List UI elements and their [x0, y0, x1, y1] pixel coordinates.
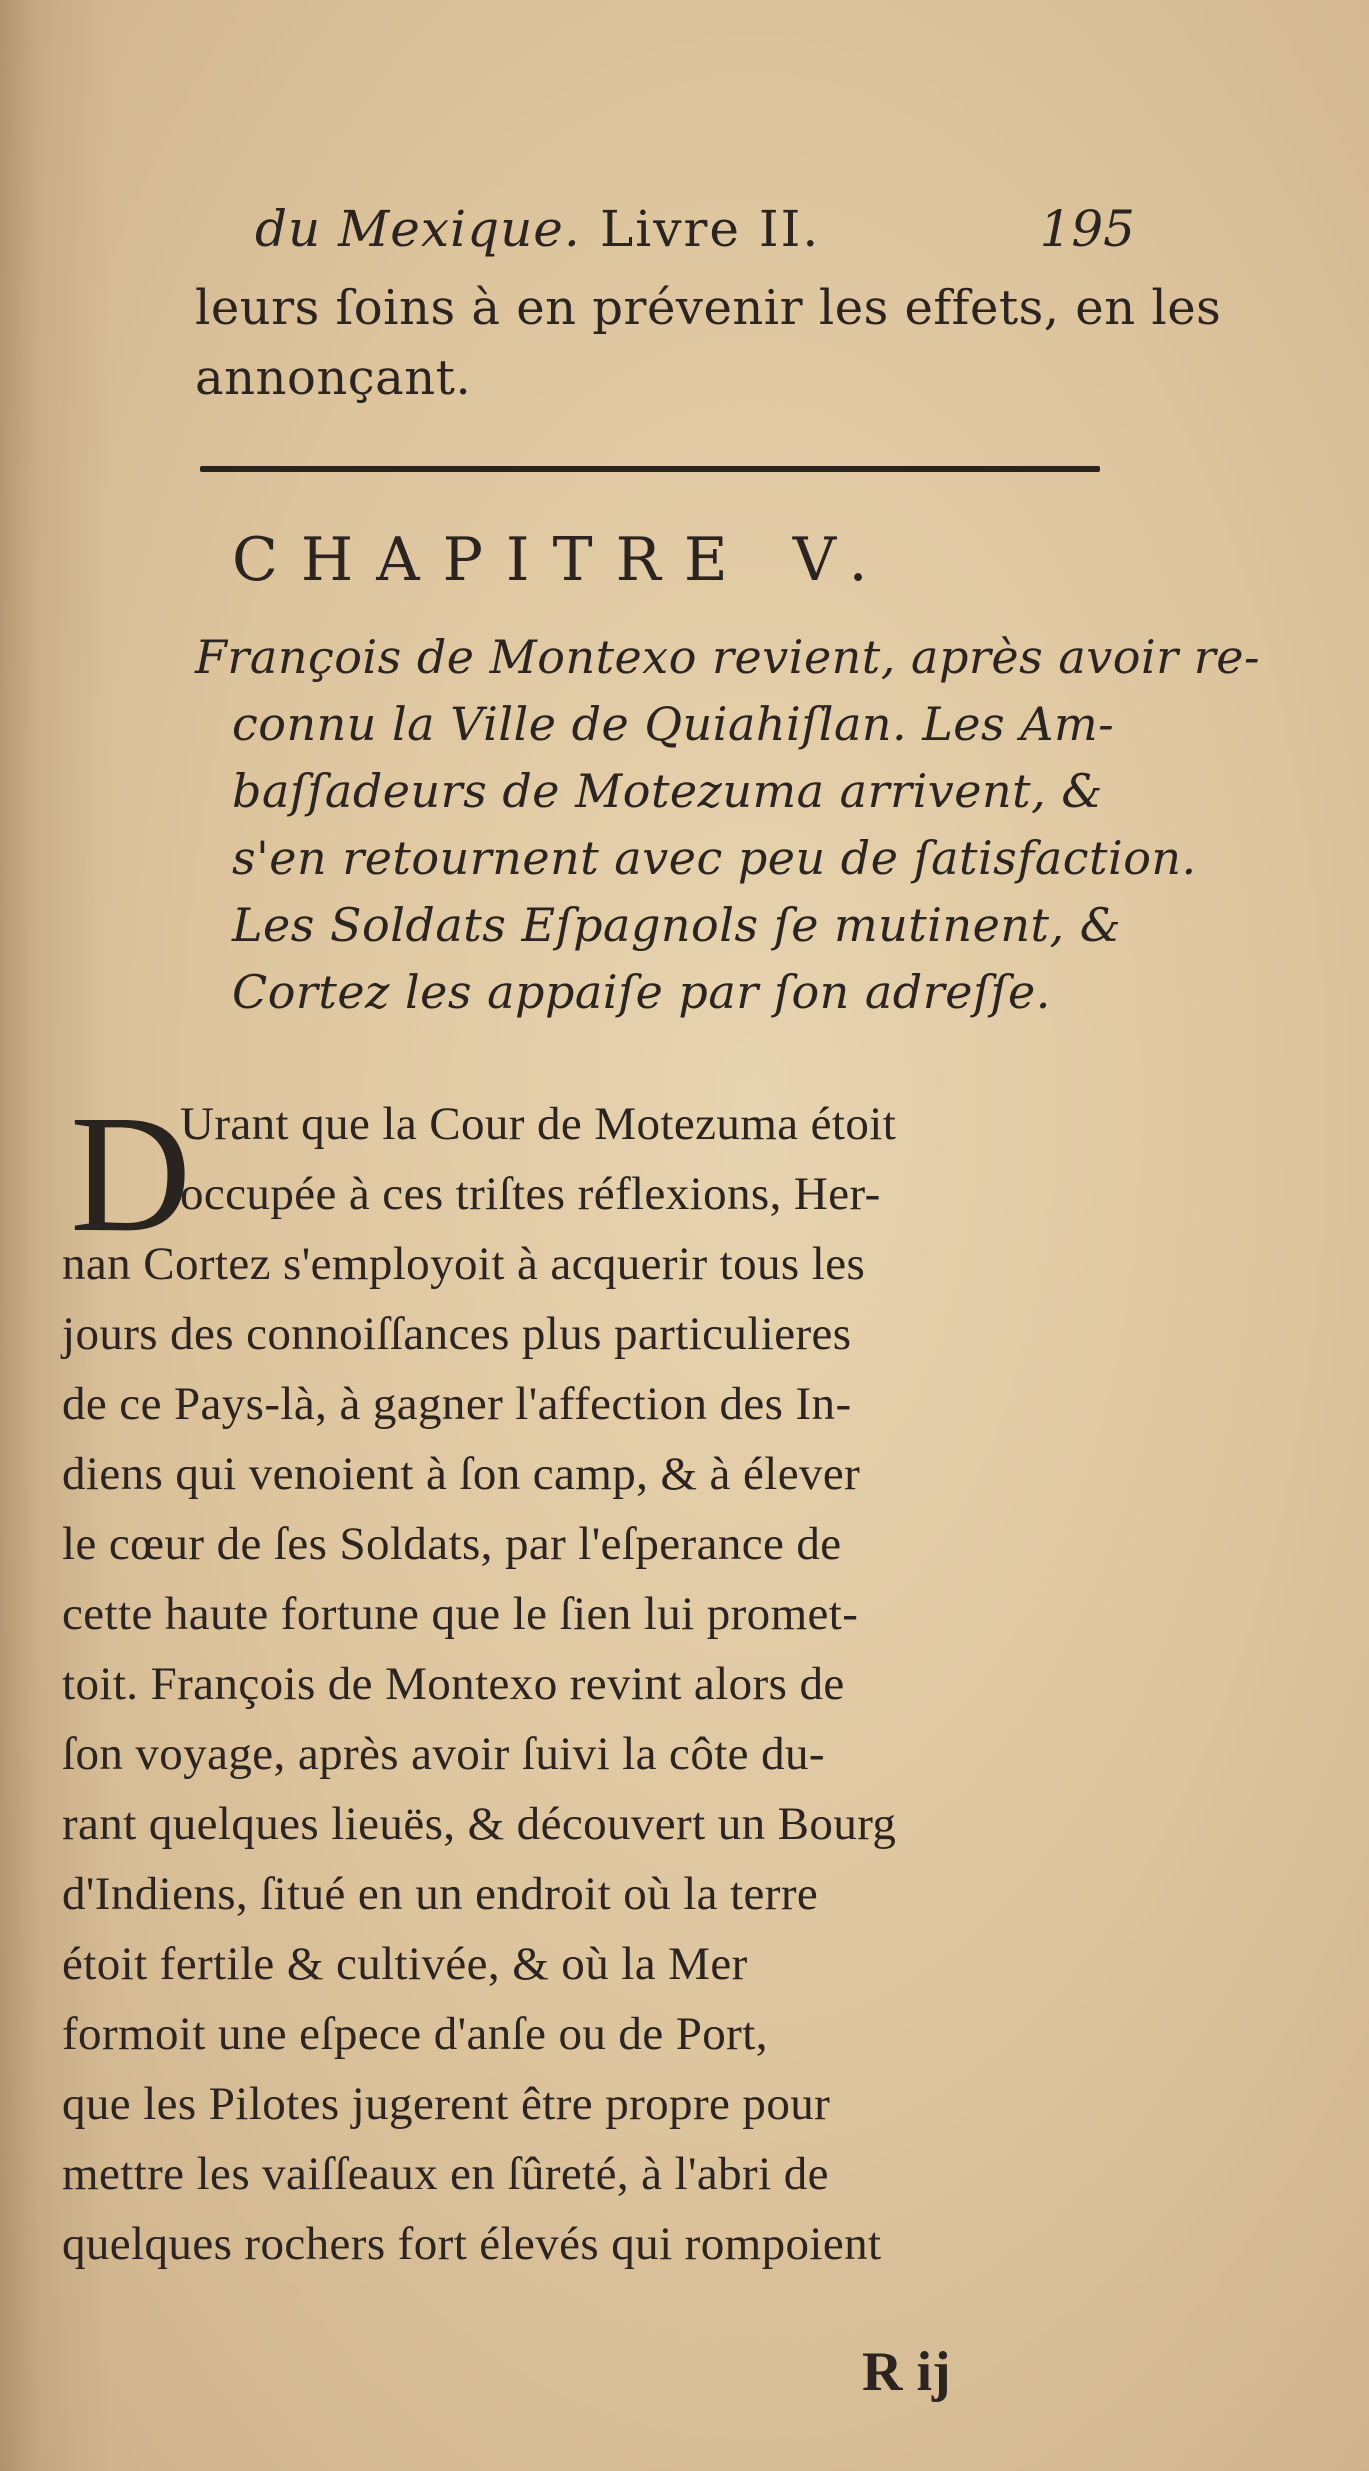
drop-cap: D: [70, 1081, 192, 1267]
page-number: 195: [1039, 200, 1135, 258]
chapter-title: CHAPITRE V.: [232, 525, 891, 595]
chapter-summary-line: François de Montexo revient, après avoir re-: [195, 630, 1261, 684]
chapter-summary-line: s'en retournent avec peu de ſatisfaction.: [232, 831, 1197, 885]
paragraph-line: occupée à ces triſtes réflexions, Her-: [180, 1168, 881, 1220]
paragraph-line: jours des connoiſſances plus particulieres: [62, 1308, 852, 1360]
paragraph-line: Urant que la Cour de Motezuma étoit: [180, 1098, 897, 1150]
paragraph-line: le cœur de ſes Soldats, par l'eſperance de: [62, 1518, 842, 1570]
paragraph-line: formoit une eſpece d'anſe ou de Port,: [62, 2008, 768, 2060]
paragraph-line: que les Pilotes jugerent être propre pour: [62, 2078, 831, 2130]
paragraph-line: étoit fertile & cultivée, & où la Mer: [62, 1938, 748, 1990]
running-head-title: du Mexique.: [255, 200, 581, 258]
section-rule: [200, 466, 1100, 472]
running-head-book: Livre II.: [600, 200, 821, 258]
paragraph-line: nan Cortez s'employoit à acquerir tous les: [62, 1238, 866, 1290]
paragraph-line: de ce Pays-là, à gagner l'affection des In-: [62, 1378, 852, 1430]
continuation-line: annonçant.: [195, 350, 472, 406]
paragraph-line: toit. François de Montexo revint alors de: [62, 1658, 845, 1710]
paragraph-line: quelques rochers fort élevés qui rompoient: [62, 2218, 882, 2270]
paragraph-line: diens qui venoient à ſon camp, & à élever: [62, 1448, 861, 1500]
running-head: [235, 200, 1135, 270]
chapter-summary-line: Les Soldats Eſpagnols ſe mutinent, &: [232, 898, 1122, 952]
paragraph-line: mettre les vaiſſeaux en ſûreté, à l'abri de: [62, 2148, 829, 2200]
chapter-summary-line: baſſadeurs de Motezuma arrivent, &: [232, 764, 1103, 818]
continuation-line: leurs ſoins à en prévenir les effets, en les: [195, 280, 1222, 336]
chapter-summary-line: Cortez les appaiſe par ſon adreſſe.: [232, 965, 1051, 1019]
chapter-summary-line: connu la Ville de Quiahiſlan. Les Am-: [232, 697, 1115, 751]
paragraph-line: cette haute fortune que le ſien lui promet-: [62, 1588, 859, 1640]
paragraph-line: d'Indiens, ſitué en un endroit où la terre: [62, 1868, 819, 1920]
paragraph-line: ſon voyage, après avoir ſuivi la côte du-: [62, 1728, 825, 1780]
signature-mark: R ij: [862, 2341, 951, 2403]
paragraph-line: rant quelques lieuës, & découvert un Bourg: [62, 1798, 897, 1850]
